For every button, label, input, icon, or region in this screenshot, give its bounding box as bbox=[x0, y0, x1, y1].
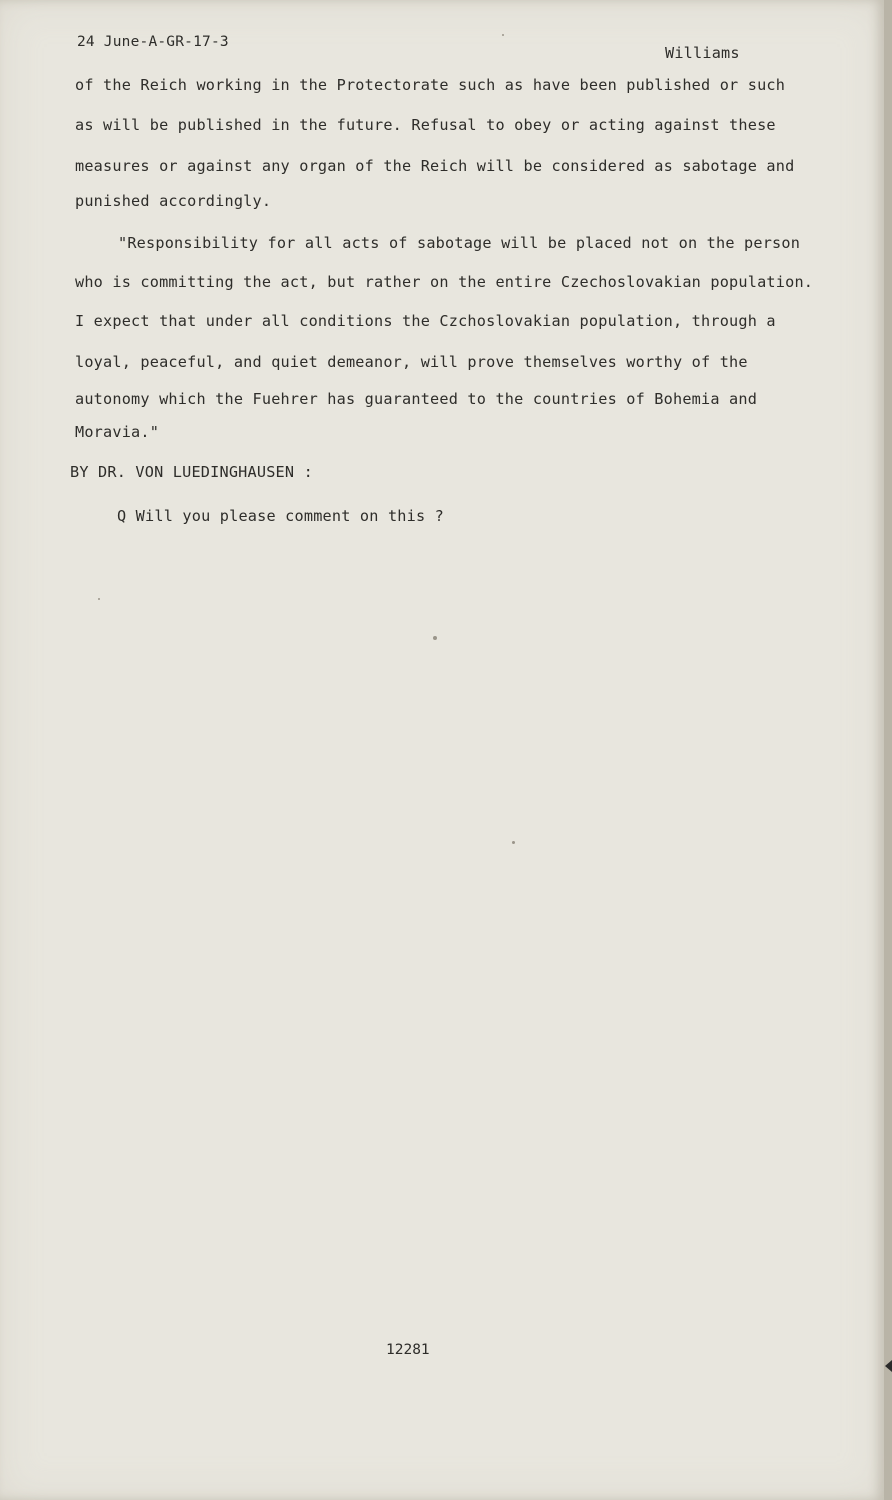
body-line: Moravia." bbox=[75, 423, 160, 441]
header-witness-name: Williams bbox=[665, 44, 740, 62]
body-line: measures or against any organ of the Reich will be considered as sabotage and bbox=[75, 157, 795, 175]
question-line: Q Will you please comment on this ? bbox=[117, 507, 445, 525]
speaker-line: BY DR. VON LUEDINGHAUSEN : bbox=[70, 463, 313, 481]
paper-speck bbox=[433, 636, 437, 640]
body-line: of the Reich working in the Protectorate such as have been published or such bbox=[75, 76, 786, 94]
body-line: as will be published in the future. Refusal to obey or acting against these bbox=[75, 116, 776, 134]
paper-speck bbox=[502, 34, 504, 36]
body-line: I expect that under all conditions the Czchoslovakian population, through a bbox=[75, 312, 776, 330]
edge-mark bbox=[885, 1360, 892, 1372]
header-code: 24 June-A-GR-17-3 bbox=[77, 34, 229, 50]
page-number: 12281 bbox=[386, 1342, 430, 1358]
body-line: who is committing the act, but rather on the entire Czechoslovakian population. bbox=[75, 273, 814, 291]
paper-speck bbox=[98, 598, 100, 600]
body-line: loyal, peaceful, and quiet demeanor, will prove themselves worthy of the bbox=[75, 353, 748, 371]
body-line: autonomy which the Fuehrer has guaranteed to the countries of Bohemia and bbox=[75, 390, 758, 408]
body-line: punished accordingly. bbox=[75, 192, 272, 210]
body-line: "Responsibility for all acts of sabotage will be placed not on the person bbox=[118, 234, 801, 252]
paper-speck bbox=[512, 841, 515, 844]
